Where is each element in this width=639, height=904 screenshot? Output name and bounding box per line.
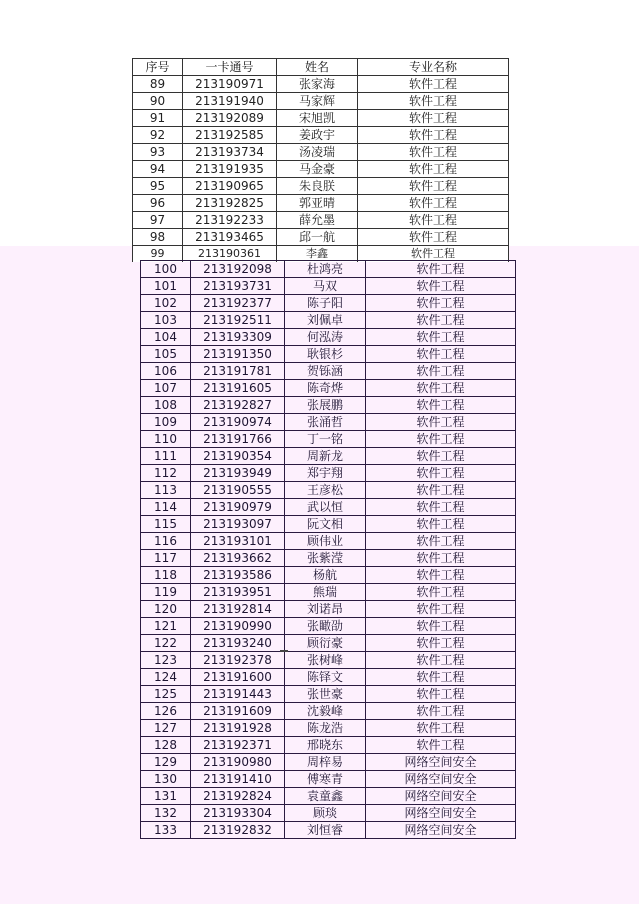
cell-card-number: 213192585	[183, 127, 277, 144]
cell-name: 杜鸿亮	[285, 261, 366, 278]
table-row	[141, 278, 516, 295]
cell-card-number: 213193586	[191, 567, 285, 584]
cell-major: 网络空间安全	[366, 788, 516, 805]
cell-card-number: 213190971	[183, 76, 277, 93]
cell-index: 121	[141, 618, 191, 635]
cell-major: 软件工程	[358, 229, 509, 246]
cell-name: 张家海	[277, 76, 358, 93]
cell-card-number: 213191781	[191, 363, 285, 380]
cell-index: 120	[141, 601, 191, 618]
cell-major: 软件工程	[366, 482, 516, 499]
cell-major: 软件工程	[366, 669, 516, 686]
table-row	[141, 431, 516, 448]
table-row	[141, 822, 516, 839]
cell-card-number: 213190974	[191, 414, 285, 431]
cell-index: 131	[141, 788, 191, 805]
cell-card-number: 213191766	[191, 431, 285, 448]
cell-name: 耿银杉	[285, 346, 366, 363]
cell-major: 软件工程	[358, 212, 509, 229]
cell-name: 朱良朕	[277, 178, 358, 195]
cell-name: 张展鹏	[285, 397, 366, 414]
cell-name: 顾琰	[285, 805, 366, 822]
cell-major: 软件工程	[366, 414, 516, 431]
cell-card-number: 213191350	[191, 346, 285, 363]
cell-name: 陈奇烨	[285, 380, 366, 397]
cell-major: 网络空间安全	[366, 822, 516, 839]
table-row	[141, 635, 516, 652]
cell-name: 刘恒睿	[285, 822, 366, 839]
cell-major: 软件工程	[366, 363, 516, 380]
table-row	[141, 346, 516, 363]
table-row	[141, 771, 516, 788]
cell-card-number: 213191935	[183, 161, 277, 178]
cell-name: 阮文相	[285, 516, 366, 533]
cell-card-number: 213191940	[183, 93, 277, 110]
cell-card-number: 213191605	[191, 380, 285, 397]
cell-name: 丁一铭	[285, 431, 366, 448]
cell-major: 软件工程	[366, 261, 516, 278]
cell-index: 序号	[133, 59, 183, 76]
table-row	[141, 686, 516, 703]
cell-card-number: 213190354	[191, 448, 285, 465]
student-table-bottom	[140, 260, 516, 839]
cell-card-number: 213191600	[191, 669, 285, 686]
cell-index: 92	[133, 127, 183, 144]
cell-major: 软件工程	[366, 550, 516, 567]
cell-index: 122	[141, 635, 191, 652]
cell-index: 91	[133, 110, 183, 127]
table-row	[133, 161, 509, 178]
cell-name: 张树峰	[285, 652, 366, 669]
cell-name: 姜政宇	[277, 127, 358, 144]
stray-mark	[280, 650, 288, 652]
cell-major: 软件工程	[366, 533, 516, 550]
cell-index: 96	[133, 195, 183, 212]
cell-card-number: 213192511	[191, 312, 285, 329]
cell-name: 熊瑞	[285, 584, 366, 601]
cell-name: 顾衍豪	[285, 635, 366, 652]
cell-card-number: 213192827	[191, 397, 285, 414]
cell-index: 110	[141, 431, 191, 448]
cell-index: 114	[141, 499, 191, 516]
cell-major: 软件工程	[366, 295, 516, 312]
cell-card-number: 213190555	[191, 482, 285, 499]
cell-card-number: 213193309	[191, 329, 285, 346]
cell-card-number: 213190990	[191, 618, 285, 635]
cell-index: 101	[141, 278, 191, 295]
cell-major: 软件工程	[358, 178, 509, 195]
table-row	[141, 329, 516, 346]
cell-card-number: 213192089	[183, 110, 277, 127]
cell-index: 111	[141, 448, 191, 465]
cell-major: 软件工程	[366, 686, 516, 703]
cell-major: 软件工程	[366, 346, 516, 363]
cell-card-number: 213190965	[183, 178, 277, 195]
table-row	[133, 76, 509, 93]
table-row	[141, 720, 516, 737]
cell-name: 薛允墨	[277, 212, 358, 229]
table-row	[141, 805, 516, 822]
cell-card-number: 213193097	[191, 516, 285, 533]
cell-card-number: 213192233	[183, 212, 277, 229]
cell-major: 软件工程	[366, 601, 516, 618]
table-row	[141, 499, 516, 516]
cell-major: 软件工程	[366, 278, 516, 295]
cell-index: 95	[133, 178, 183, 195]
cell-major: 软件工程	[366, 567, 516, 584]
table-row	[133, 212, 509, 229]
table-row	[141, 482, 516, 499]
cell-index: 124	[141, 669, 191, 686]
cell-index: 127	[141, 720, 191, 737]
cell-name: 郭亚晴	[277, 195, 358, 212]
cell-major: 软件工程	[366, 618, 516, 635]
cell-index: 112	[141, 465, 191, 482]
cell-card-number: 213192824	[191, 788, 285, 805]
table-row	[141, 601, 516, 618]
table-row	[141, 584, 516, 601]
cell-name: 张世豪	[285, 686, 366, 703]
table-row	[141, 261, 516, 278]
cell-major: 软件工程	[366, 516, 516, 533]
cell-major: 软件工程	[358, 246, 509, 263]
cell-card-number: 213191609	[191, 703, 285, 720]
cell-index: 113	[141, 482, 191, 499]
table-row	[141, 669, 516, 686]
cell-index: 102	[141, 295, 191, 312]
table-row	[141, 380, 516, 397]
cell-index: 108	[141, 397, 191, 414]
cell-name: 马家辉	[277, 93, 358, 110]
cell-index: 107	[141, 380, 191, 397]
table-row	[141, 312, 516, 329]
cell-major: 软件工程	[366, 397, 516, 414]
cell-name: 周新龙	[285, 448, 366, 465]
cell-name: 邢晓东	[285, 737, 366, 754]
cell-card-number: 213193731	[191, 278, 285, 295]
cell-card-number: 213190361	[183, 246, 277, 263]
cell-card-number: 213190979	[191, 499, 285, 516]
cell-index: 103	[141, 312, 191, 329]
cell-card-number: 213192814	[191, 601, 285, 618]
cell-name: 贺铄涵	[285, 363, 366, 380]
cell-name: 汤凌瑞	[277, 144, 358, 161]
cell-name: 马双	[285, 278, 366, 295]
cell-major: 软件工程	[358, 110, 509, 127]
cell-name: 刘诺昂	[285, 601, 366, 618]
table-row	[133, 110, 509, 127]
cell-index: 118	[141, 567, 191, 584]
cell-index: 98	[133, 229, 183, 246]
cell-card-number: 213192378	[191, 652, 285, 669]
cell-index: 116	[141, 533, 191, 550]
cell-card-number: 213192098	[191, 261, 285, 278]
cell-major: 网络空间安全	[366, 805, 516, 822]
cell-card-number: 213192377	[191, 295, 285, 312]
cell-index: 106	[141, 363, 191, 380]
cell-name: 宋旭凯	[277, 110, 358, 127]
cell-index: 104	[141, 329, 191, 346]
cell-index: 90	[133, 93, 183, 110]
cell-major: 软件工程	[358, 76, 509, 93]
cell-index: 123	[141, 652, 191, 669]
table-row	[141, 550, 516, 567]
table-row	[141, 754, 516, 771]
cell-major: 软件工程	[366, 312, 516, 329]
cell-index: 132	[141, 805, 191, 822]
cell-card-number: 一卡通号	[183, 59, 277, 76]
cell-major: 软件工程	[366, 431, 516, 448]
cell-index: 130	[141, 771, 191, 788]
table-row	[141, 516, 516, 533]
table-row	[141, 397, 516, 414]
table-row	[133, 93, 509, 110]
table-row	[141, 703, 516, 720]
cell-card-number: 213193101	[191, 533, 285, 550]
cell-card-number: 213193304	[191, 805, 285, 822]
table-header-row	[133, 59, 509, 76]
cell-major: 软件工程	[366, 380, 516, 397]
cell-major: 软件工程	[366, 737, 516, 754]
cell-name: 武以恒	[285, 499, 366, 516]
cell-index: 128	[141, 737, 191, 754]
cell-index: 94	[133, 161, 183, 178]
cell-major: 软件工程	[366, 720, 516, 737]
cell-card-number: 213193465	[183, 229, 277, 246]
cell-card-number: 213193949	[191, 465, 285, 482]
cell-major: 软件工程	[366, 329, 516, 346]
cell-major: 软件工程	[358, 195, 509, 212]
table-row	[133, 229, 509, 246]
table-row	[133, 127, 509, 144]
cell-index: 97	[133, 212, 183, 229]
cell-name: 傅寒青	[285, 771, 366, 788]
cell-name: 李鑫	[277, 246, 358, 263]
table-row	[141, 363, 516, 380]
table-row	[133, 178, 509, 195]
table-row	[141, 448, 516, 465]
table-row	[141, 465, 516, 482]
cell-major: 软件工程	[366, 465, 516, 482]
cell-name: 郑宇翔	[285, 465, 366, 482]
table-row	[141, 788, 516, 805]
cell-major: 软件工程	[358, 144, 509, 161]
cell-name: 邱一航	[277, 229, 358, 246]
cell-name: 何泓涛	[285, 329, 366, 346]
table-row	[141, 414, 516, 431]
cell-name: 陈子阳	[285, 295, 366, 312]
table-row	[141, 567, 516, 584]
cell-major: 专业名称	[358, 59, 509, 76]
cell-major: 软件工程	[366, 703, 516, 720]
cell-index: 93	[133, 144, 183, 161]
student-table-top	[132, 58, 509, 262]
cell-major: 软件工程	[366, 584, 516, 601]
cell-major: 软件工程	[366, 652, 516, 669]
cell-index: 125	[141, 686, 191, 703]
cell-card-number: 213190980	[191, 754, 285, 771]
cell-name: 陈龙浩	[285, 720, 366, 737]
cell-index: 117	[141, 550, 191, 567]
cell-major: 软件工程	[358, 161, 509, 178]
cell-name: 顾伟业	[285, 533, 366, 550]
cell-card-number: 213193662	[191, 550, 285, 567]
cell-index: 100	[141, 261, 191, 278]
cell-index: 115	[141, 516, 191, 533]
cell-index: 126	[141, 703, 191, 720]
cell-name: 沈毅峰	[285, 703, 366, 720]
cell-card-number: 213192832	[191, 822, 285, 839]
cell-card-number: 213191410	[191, 771, 285, 788]
cell-name: 杨航	[285, 567, 366, 584]
cell-name: 张瞰劭	[285, 618, 366, 635]
cell-major: 软件工程	[366, 448, 516, 465]
cell-card-number: 213193240	[191, 635, 285, 652]
cell-index: 119	[141, 584, 191, 601]
cell-name: 周梓易	[285, 754, 366, 771]
cell-major: 软件工程	[358, 93, 509, 110]
table-row	[141, 295, 516, 312]
table-row	[141, 737, 516, 754]
cell-name: 陈铎文	[285, 669, 366, 686]
table-row	[141, 652, 516, 669]
cell-name: 张涌哲	[285, 414, 366, 431]
cell-card-number: 213193951	[191, 584, 285, 601]
cell-card-number: 213193734	[183, 144, 277, 161]
cell-major: 软件工程	[366, 499, 516, 516]
cell-index: 99	[133, 246, 183, 263]
cell-index: 133	[141, 822, 191, 839]
cell-index: 109	[141, 414, 191, 431]
cell-card-number: 213191928	[191, 720, 285, 737]
cell-name: 张紫滢	[285, 550, 366, 567]
cell-name: 姓名	[277, 59, 358, 76]
cell-major: 软件工程	[366, 635, 516, 652]
cell-major: 软件工程	[358, 127, 509, 144]
table-row	[141, 618, 516, 635]
cell-card-number: 213192825	[183, 195, 277, 212]
cell-major: 网络空间安全	[366, 754, 516, 771]
cell-name: 刘佩卓	[285, 312, 366, 329]
cell-name: 王彦松	[285, 482, 366, 499]
table-row	[141, 533, 516, 550]
cell-card-number: 213191443	[191, 686, 285, 703]
cell-card-number: 213192371	[191, 737, 285, 754]
table-row	[133, 144, 509, 161]
cell-major: 网络空间安全	[366, 771, 516, 788]
cell-name: 马金豪	[277, 161, 358, 178]
cell-index: 89	[133, 76, 183, 93]
cell-index: 129	[141, 754, 191, 771]
cell-name: 袁童鑫	[285, 788, 366, 805]
table-row	[133, 195, 509, 212]
cell-index: 105	[141, 346, 191, 363]
